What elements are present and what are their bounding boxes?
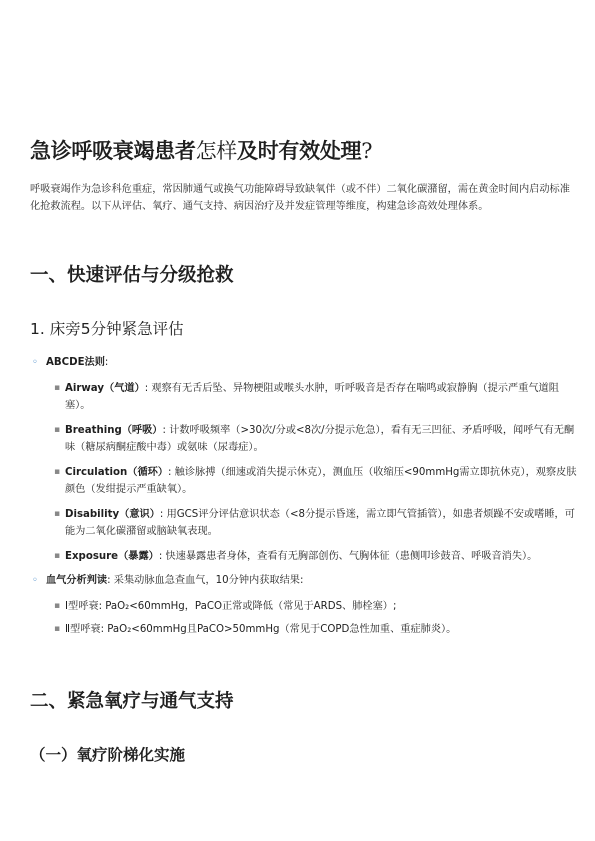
item-term: Exposure（暴露） (65, 551, 159, 562)
abcde-suffix: : (104, 357, 109, 368)
bga-text: : 采集动脉血急查血气，10分钟内获取结果: (107, 575, 304, 586)
item-term: Circulation（循环） (65, 467, 169, 478)
section1-heading: 一、快速评估与分级抢救 (30, 265, 234, 286)
title-part-a: 急诊呼吸衰竭患者 (30, 139, 196, 163)
item-text: : 快速暴露患者身体，查看有无胸部创伤、气胸体征（患侧叩诊鼓音、呼吸音消失）。 (158, 551, 538, 562)
bga-label: 血气分析判读 (46, 575, 108, 586)
square-bullet-icon: ▪ (54, 624, 61, 634)
title-part-b: 怎样 (195, 139, 238, 163)
list-item (30, 621, 580, 638)
item-text: : 触诊脉搏（细速或消失提示休克），测血压（收缩压<90mmHg需立即抗休克），观察皮肤颜色（发绀提示严重缺氧）。 (65, 467, 577, 495)
section2-subheading: （一）氧疗阶梯化实施 (30, 746, 186, 764)
title-question-mark: ? (361, 139, 373, 163)
item-text: : 观察有无舌后坠、异物梗阻或喉头水肿，听呼吸音是否存在喘鸣或寂静胸（提示严重气道阻塞）。 (65, 383, 559, 411)
list-item (30, 380, 580, 414)
square-bullet-icon: ▪ (54, 467, 61, 477)
list-item (30, 548, 580, 565)
item-text: Ⅰ型呼衰: PaO₂<60mmHg，PaCO正常或降低（常见于ARDS、肺栓塞）; (65, 601, 397, 612)
list-item (30, 598, 580, 615)
item-text: : 计数呼吸频率（>30次/分或<8次/分提示危急），看有无三凹征、矛盾呼吸，闻呼气有无酮味（糖尿病酮症酸中毒）或氨味（尿毒症）。 (65, 425, 575, 453)
bga-list-item (30, 572, 580, 589)
title-part-c: 及时有效处理 (237, 139, 362, 163)
section1-subheading: 1. 床旁5分钟紧急评估 (30, 320, 184, 338)
square-bullet-icon: ▪ (54, 601, 61, 611)
list-item (30, 422, 580, 456)
section2-heading: 二、紧急氧疗与通气支持 (30, 691, 234, 712)
square-bullet-icon: ▪ (54, 551, 61, 561)
page-title (30, 136, 570, 166)
intro-paragraph: 呼吸衰竭作为急诊科危重症，常因肺通气或换气功能障碍导致缺氧伴（或不伴）二氧化碳潴留，需在黄金时间内启动标准化抢救流程。以下从评估、氧疗、通气支持、病因治疗及并发症管理等维度，构建急诊高效处理体系。 (30, 184, 570, 212)
abcde-label: ABCDE法则 (46, 357, 105, 368)
item-term: Disability（意识） (65, 509, 160, 520)
item-term: Breathing（呼吸） (65, 425, 163, 436)
list-item (30, 506, 580, 540)
hollow-bullet-icon: ◦ (32, 575, 38, 586)
item-text: : 用GCS评分评估意识状态（<8分提示昏迷，需立即气管插管），如患者烦躁不安或嗜睡，可能为二氧化碳潴留或脑缺氧表现。 (65, 509, 575, 537)
hollow-bullet-icon: ◦ (32, 357, 38, 368)
square-bullet-icon: ▪ (54, 383, 61, 393)
square-bullet-icon: ▪ (54, 425, 61, 435)
item-term: Airway（气道） (65, 383, 145, 394)
list-item (30, 464, 580, 498)
assessment-list (30, 354, 580, 638)
square-bullet-icon: ▪ (54, 509, 61, 519)
abcde-list-item (30, 354, 580, 371)
item-text: Ⅱ型呼衰: PaO₂<60mmHg且PaCO>50mmHg（常见于COPD急性加重、重症肺炎）。 (65, 624, 457, 635)
